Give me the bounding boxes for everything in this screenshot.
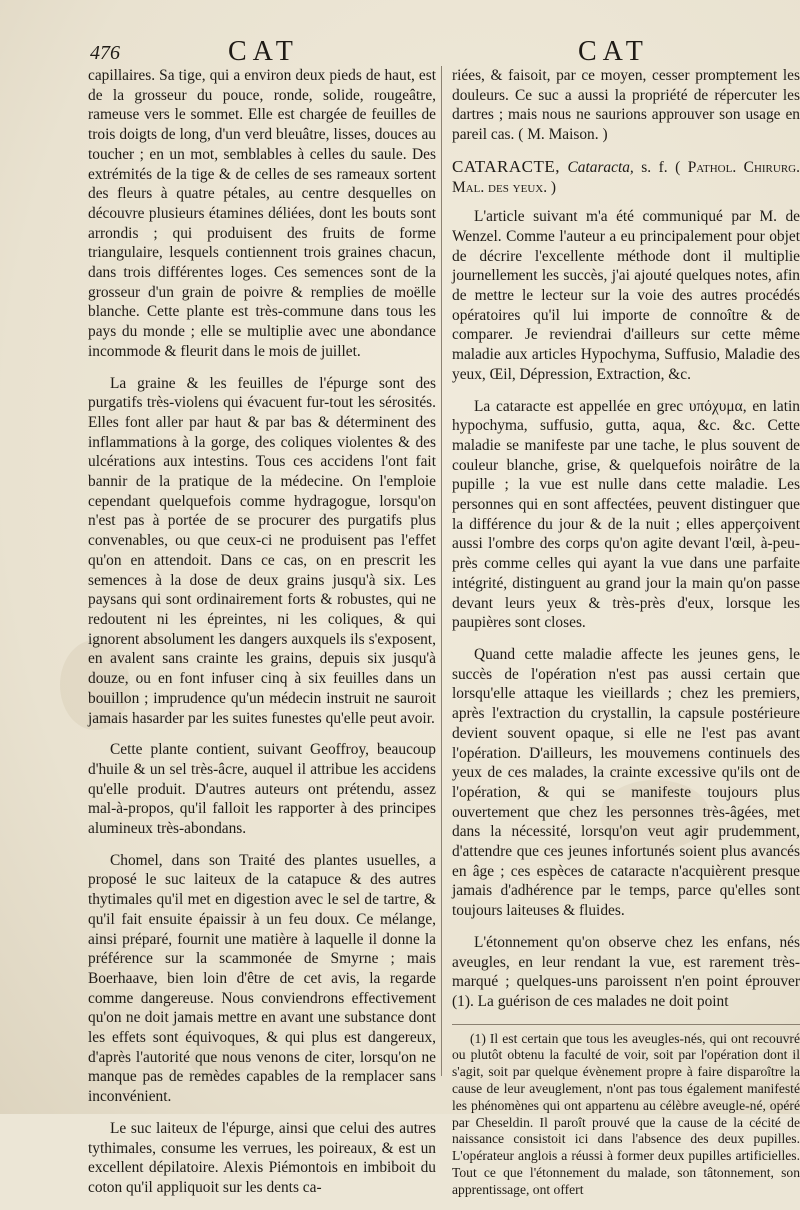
entry-heading — [452, 157, 800, 197]
paragraph: L'article suivant m'a été communiqué par M. de Wenzel. Comme l'auteur a eu principalement pour objet de décrire l'excellente méthode dont il multiplie journellement les succès, j'ai ajouté quelques notes, afin de mettre le lecteur sur la voie des autres procédés opératoires qu'il lui importe de connoître & de comparer. Je reviendrai d'ailleurs sur cette même maladie aux articles Hypochyma, Suffusio, Maladie des yeux, Œil, Dépression, Extraction, &c. — [452, 208, 800, 383]
paragraph: Cette plante contient, suivant Geoffroy, beaucoup d'huile & un sel très-âcre, auquel il attribue les accidens qu'elle produit. D'autres auteurs ont prétendu, assez mal-à-propos, qu'il falloit les rapporter à des principes alumineux très-abondans. — [88, 741, 436, 838]
footnote — [452, 1024, 800, 1199]
right-column — [452, 66, 800, 1199]
running-head-right: CAT — [578, 36, 649, 67]
paragraph: L'étonnement qu'on observe chez les enfans, nés aveugles, en leur rendant la vue, est rarement très-marqué ; quelques-uns paroissent n'en point éprouver (1). La guérison de ces malades ne doit point — [452, 933, 800, 1010]
entry-fields: ( Pathol. Chirurg. Mal. des yeux. ) — [452, 158, 800, 196]
paragraph: Le suc laiteux de l'épurge, ainsi que celui des autres tythimales, consume les verrues, les poireaux, & est un excellent dépilatoire. Alexis Piémontois en imbiboit du coton qu'il appliquoit sur les dents ca- — [88, 1119, 436, 1196]
entry-term: CATARACTE, — [452, 156, 561, 176]
entry-gender: s. f. — [641, 158, 668, 176]
paragraph: La graine & les feuilles de l'épurge sont des purgatifs très-violens qui évacuent fur-tout les sérosités. Elles font aller par haut & par bas & déterminent des inflammations à la gorge, des coliques violentes & des ulcérations aux intestins. Tous ces accidens l'ont fait bannir de la pratique de la médecine. On l'emploie cependant quelquefois comme hydragogue, lorsqu'on n'est pas à portée de se procurer des purgatifs plus convenables, ou que ceux-ci ne produisent pas l'effet qu'on en attendoit. Dans ce cas, on en prescrit les semences à la dose de deux grains jusqu'à six. Les paysans qui sont ordinairement forts & robustes, qui ne redoutent ni les épreintes, ni les coliques, & qui ignorent absolument les dangers auxquels ils s'exposent, en avalent sans crainte les grains, depuis six jusqu'à douze, ou en font infuser cinq à six feuilles dans un bouillon ; imprudence qu'un médecin instruit ne sauroit jamais hasarder par les suites funestes qu'elle peut avoir. — [88, 374, 436, 727]
page-header — [0, 34, 800, 68]
paragraph: Chomel, dans son Traité des plantes usuelles, a proposé le suc laiteux de la catapuce & des autres thytimales qu'il met en digestion avec le sel de tartre, & qu'il fait ensuite épaissir à un feu doux. Ce mélange, ainsi préparé, fournit une matière à laquelle il donne la préférence sur la scammonée de Smyrne ; mais Boerhaave, bien loin d'être de cet avis, la regarde comme dangereuse. Nous conviendrons effectivement qu'on ne doit jamais mettre en avant une substance dont les effets sont équivoques, & qui plus est dangereux, d'après l'autorité que nous venons de citer, lorsqu'on ne manque pas de remèdes capables de la remplacer sans inconvénient. — [88, 851, 436, 1106]
paragraph: riées, & faisoit, par ce moyen, cesser promptement les douleurs. Ce suc a aussi la propriété de répercuter les dartres ; mais nous ne saurions approuver son usage en pareil cas. ( M. Maison. ) — [452, 67, 800, 144]
column-divider — [441, 66, 442, 1076]
paragraph: Quand cette maladie affecte les jeunes gens, le succès de l'opération n'est pas aussi certain que lorsqu'elle attaque les vieillards ; chez les premiers, après l'extraction du crystallin, la capsule postérieure devient souvent opaque, si elle ne l'est pas avant l'opération. D'ailleurs, les mouvemens continuels des yeux de ces malades, la crainte excessive qu'ils ont de l'opération, & qui se manifeste toujours plus ouvertement que chez les personnes très-âgées, met dans la nécessité, lorsqu'on veut agir prudemment, d'attendre que ces jeunes infortunés soient plus avancés en âge ; ces espèces de cataracte n'acquièrent presque jamais d'adhérence par le temps, parce qu'elles sont toujours laiteuses & fluides. — [452, 645, 800, 920]
left-column — [88, 66, 436, 1210]
running-head-left: CAT — [228, 36, 299, 67]
entry-latin: Cataracta, — [567, 158, 634, 176]
paragraph: capillaires. Sa tige, qui a environ deux pieds de haut, est de la grosseur du pouce, ronde, solide, rougeâtre, rameuse vers le sommet. Elle est chargée de feuilles de trois doigts de long, d'un verd bleuâtre, lisses, douces au toucher ; en un mot, semblables à celles du saule. Des extrémités de la tige & de celles de ses rameaux sortent des fleurs à quatre pétales, au centre desquelles on découvre plusieurs étamines déliées, dont les bouts sont arrondis ; qui produisent des fruits de forme triangulaire, lesquels contiennent trois graines chacun, dans trois différentes loges. Ces semences sont de la grosseur d'un grain de poivre & remplies de moëlle blanche. Cette plante est très-commune dans tous les pays du monde ; elle se multiplie avec une abondance incommode & fleurit dans le mois de juillet. — [88, 67, 436, 360]
paragraph: La cataracte est appellée en grec υπόχυμα, en latin hypochyma, suffusio, gutta, aqua, &c. &c. Cette maladie se manifeste par une tache, le plus souvent de couleur blanche, grise, & quelquefois noirâtre de la pupille ; la vue est nulle dans cette maladie. Les personnes qui en sont affectées, peuvent distinguer que la différence du jour & de la nuit ; elles apperçoivent aussi l'ombre des corps qu'on agite devant l'œil, à-peu-près comme celles qui ayant la vue dans une parfaite intégrité, distinguent au grand jour la main qu'on passe devant leurs yeux & très-près d'eux, lorsque les paupières sont closes. — [452, 397, 800, 632]
footnote-text: (1) Il est certain que tous les aveugles-nés, qui ont recouvré ou plutôt obtenu la faculté de voir, soit par l'opération dont il s'agit, soit par quelque évènement propre à faire disparoître la cause de leur aveuglement, n'ont pas tous également manifesté les phénomènes qui ont appartenu au célèbre aveugle-né, opéré par Cheseldin. Il paroît prouvé que la cause de la cécité de naissance consistoit ici dans l'absence des deux pupilles. L'opérateur anglois a réussi à former deux pupilles artificielles. Tout ce que l'étonnement du malade, son tâtonnement, son apprentissage, ont offert — [452, 1030, 800, 1197]
page-number: 476 — [90, 42, 120, 64]
